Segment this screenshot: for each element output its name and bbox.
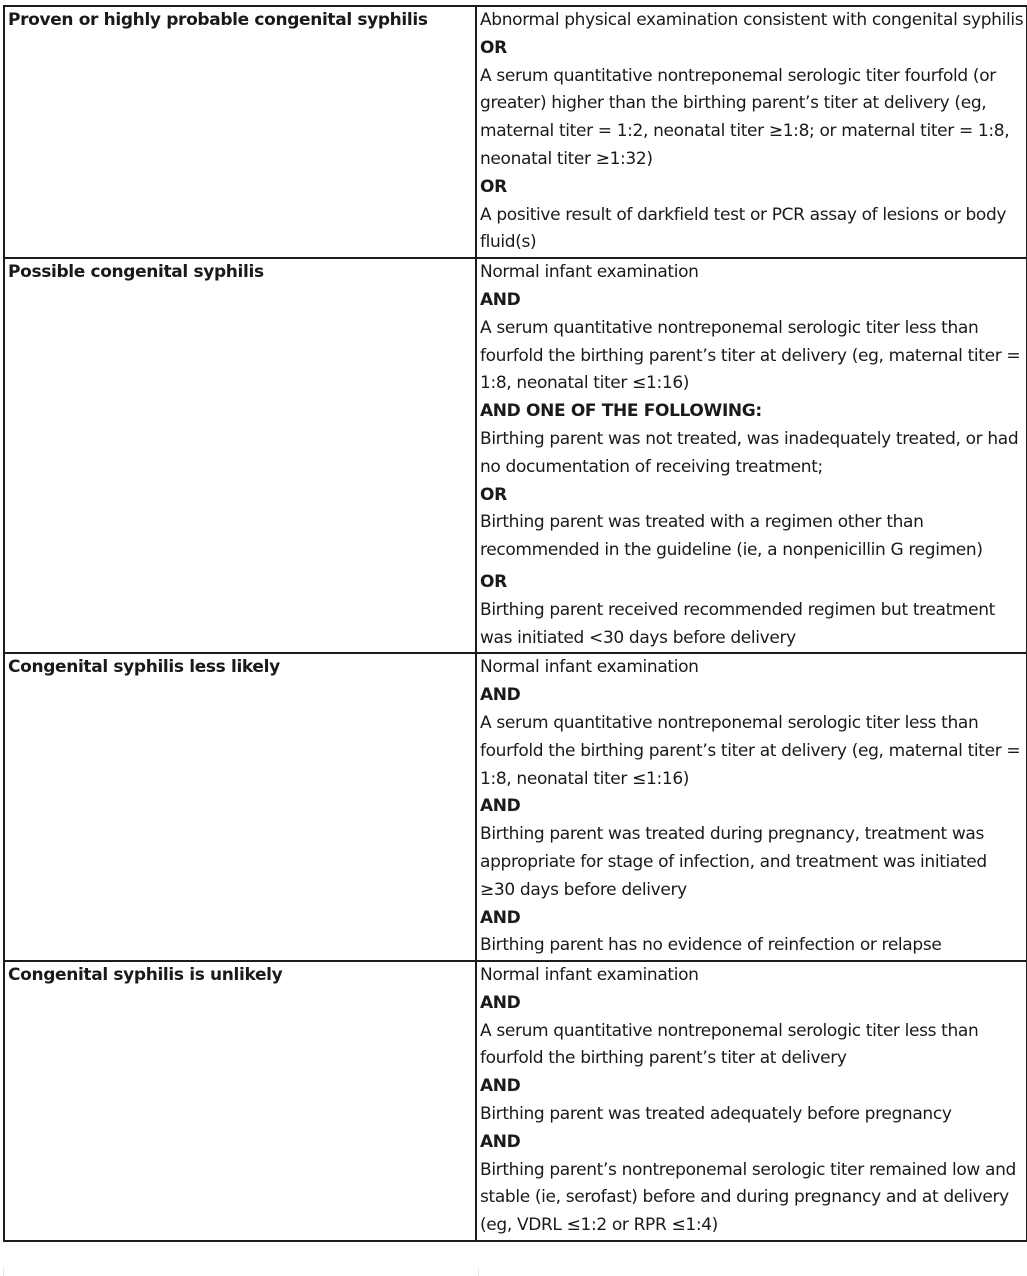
criterion-text: Normal infant examination [480, 262, 699, 283]
criterion-text: A serum quantitative nontreponemal serologic titer less than fourfold the birthing parent’s titer at delivery (eg, maternal titer = 1:8, neonatal titer ≤1:16) [480, 317, 1021, 394]
faint-column-divider [478, 1268, 479, 1276]
logic-operator: AND [480, 685, 521, 706]
logic-operator: AND [480, 1076, 521, 1097]
criterion-text: Normal infant examination [480, 965, 699, 986]
congenital-syphilis-criteria-table [3, 5, 1027, 1242]
logic-operator: AND [480, 992, 521, 1013]
criterion-text: Birthing parent’s nontreponemal serologic titer remained low and stable (ie, serofast) before and during pregnancy and at delivery (eg, VDRL ≤1:2 or RPR ≤1:4) [480, 1159, 1016, 1236]
criterion-text: A serum quantitative nontreponemal serologic titer less than fourfold the birthing parent’s titer at delivery [480, 1020, 979, 1069]
criteria-cell [476, 961, 1027, 1241]
logic-operator: AND [480, 796, 521, 817]
category-cell: Possible congenital syphilis [4, 258, 476, 653]
criteria-cell [476, 6, 1027, 258]
table-row [4, 6, 1027, 258]
logic-operator: AND [480, 907, 521, 928]
criterion-text: A positive result of darkfield test or PCR assay of lesions or body fluid(s) [480, 204, 1007, 253]
logic-operator: OR [480, 571, 507, 592]
table-footer-gap [3, 1268, 1027, 1276]
criterion-text: Normal infant examination [480, 657, 699, 678]
category-cell: Proven or highly probable congenital syphilis [4, 6, 476, 258]
criterion-text: Birthing parent has no evidence of reinfection or relapse [480, 935, 942, 956]
criterion-text: Birthing parent was treated during pregnancy, treatment was appropriate for stage of infection, and treatment was initiated ≥30 days before delivery [480, 824, 987, 900]
logic-operator: OR [480, 484, 507, 505]
criterion-text: Birthing parent was treated with a regimen other than recommended in the guideline (ie, a nonpenicillin G regimen) [480, 512, 983, 561]
criteria-cell [476, 653, 1027, 961]
criterion-text: Birthing parent was treated adequately before pregnancy [480, 1104, 952, 1125]
category-cell: Congenital syphilis is unlikely [4, 961, 476, 1241]
table-row [4, 258, 1027, 653]
logic-operator: AND ONE OF THE FOLLOWING: [480, 401, 762, 422]
table-body [4, 6, 1027, 1241]
logic-operator: AND [480, 289, 521, 310]
criterion-text: A serum quantitative nontreponemal serologic titer less than fourfold the birthing parent’s titer at delivery (eg, maternal titer = 1:8, neonatal titer ≤1:16) [480, 712, 1021, 789]
table-row [4, 961, 1027, 1241]
logic-operator: OR [480, 37, 507, 58]
criterion-text: Birthing parent was not treated, was inadequately treated, or had no documentation of receiving treatment; [480, 428, 1019, 477]
table-row [4, 653, 1027, 961]
category-cell: Congenital syphilis less likely [4, 653, 476, 961]
criterion-text: A serum quantitative nontreponemal serologic titer fourfold (or greater) higher than the birthing parent’s titer at delivery (eg, maternal titer = 1:2, neonatal titer ≥1:8; or maternal titer = 1:8, neonatal titer ≥1:32) [480, 65, 1010, 169]
criterion-text: Birthing parent received recommended regimen but treatment was initiated <30 days before delivery [480, 599, 995, 648]
logic-operator: OR [480, 176, 507, 197]
criterion-text: Abnormal physical examination consistent with congenital syphilis [480, 10, 1024, 30]
logic-operator: AND [480, 1131, 521, 1152]
criteria-cell [476, 258, 1027, 653]
